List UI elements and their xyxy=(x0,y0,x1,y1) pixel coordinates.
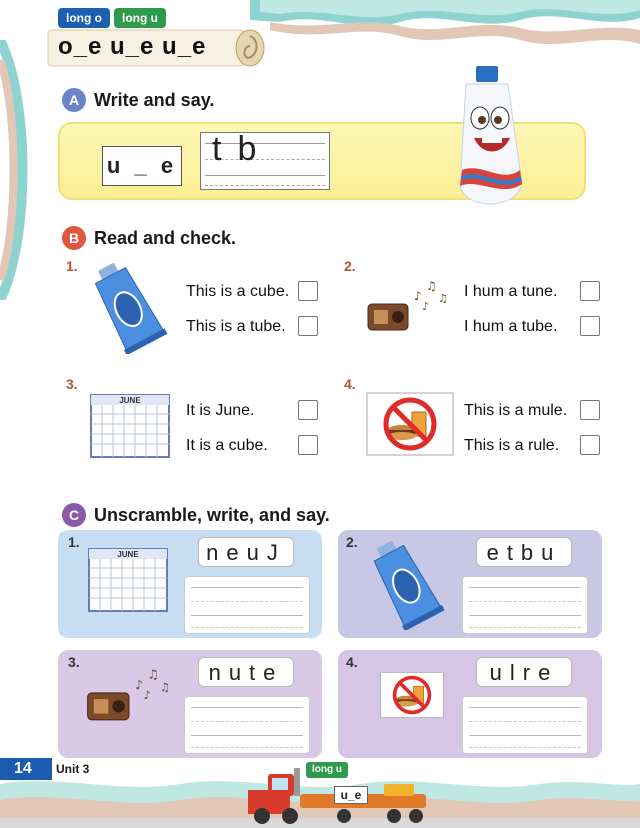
svg-text:♫: ♫ xyxy=(147,666,159,682)
svg-text:♫: ♫ xyxy=(426,279,437,293)
section-c-badge: C xyxy=(62,503,86,527)
checkbox[interactable] xyxy=(298,316,318,336)
checkbox[interactable] xyxy=(580,400,600,420)
option-text: This is a rule. xyxy=(464,437,560,454)
section-a-title-text: Write and say. xyxy=(94,89,215,110)
checkbox[interactable] xyxy=(580,281,600,301)
c-item-number: 4. xyxy=(346,654,358,670)
svg-text:♪: ♪ xyxy=(422,300,430,313)
answer-writing-lines[interactable] xyxy=(184,576,310,634)
answer-writing-lines[interactable] xyxy=(462,696,588,754)
long-u-tag: long u xyxy=(114,8,166,28)
b-item-number: 1. xyxy=(66,258,78,274)
c-item-number: 3. xyxy=(68,654,80,670)
section-b-title xyxy=(62,226,236,250)
toothpaste-mascot-icon xyxy=(452,66,534,216)
checkbox[interactable] xyxy=(580,316,600,336)
option-text: It is a cube. xyxy=(186,437,268,454)
option-text: This is a tube. xyxy=(186,318,286,335)
svg-text:♪: ♪ xyxy=(135,676,144,692)
section-b-badge: B xyxy=(62,226,86,250)
section-a-title xyxy=(62,88,214,112)
calendar-icon xyxy=(90,394,170,458)
option-text: I hum a tune. xyxy=(464,283,558,300)
checkbox[interactable] xyxy=(580,435,600,455)
svg-text:♪: ♪ xyxy=(414,289,422,303)
calendar-icon xyxy=(88,548,168,612)
tube-icon xyxy=(88,258,172,354)
b-item-number: 2. xyxy=(344,258,356,274)
answer-writing-lines[interactable] xyxy=(184,696,310,754)
pattern-card: u _ e xyxy=(102,146,182,186)
svg-text:♪: ♪ xyxy=(143,688,151,703)
scrambled-word: etbu xyxy=(476,537,572,567)
c-item-number: 2. xyxy=(346,534,358,550)
section-c-title xyxy=(62,503,330,527)
calendar-month: JUNE xyxy=(119,396,141,405)
no-food-sign-icon xyxy=(366,392,454,456)
option-text: This is a mule. xyxy=(464,402,568,419)
calendar-month: JUNE xyxy=(117,550,139,559)
c-item-number: 1. xyxy=(68,534,80,550)
b-item-number: 4. xyxy=(344,376,356,392)
no-food-sign-icon xyxy=(380,666,444,724)
written-letters: tb xyxy=(212,130,273,168)
footer-pattern-card: u_e xyxy=(334,786,368,804)
option-text: This is a cube. xyxy=(186,283,290,300)
radio-music-icon xyxy=(364,276,454,336)
checkbox[interactable] xyxy=(298,435,318,455)
unit-label: Unit 3 xyxy=(56,762,90,776)
left-arc-decoration xyxy=(0,40,40,300)
long-o-tag: long o xyxy=(58,8,110,28)
svg-text:♫: ♫ xyxy=(159,679,171,694)
svg-text:♫: ♫ xyxy=(438,292,448,305)
section-a-badge: A xyxy=(62,88,86,112)
page-number: 14 xyxy=(0,758,52,780)
option-text: It is June. xyxy=(186,402,255,419)
option-text: I hum a tube. xyxy=(464,318,558,335)
page-title: o_e u_e u_e xyxy=(58,33,207,60)
section-c-title-text: Unscramble, write, and say. xyxy=(94,504,330,525)
checkbox[interactable] xyxy=(298,281,318,301)
scrambled-word: nute xyxy=(198,657,294,687)
tube-icon xyxy=(366,536,450,630)
radio-music-icon xyxy=(82,664,178,726)
b-item-number: 3. xyxy=(66,376,78,392)
scrambled-word: ulre xyxy=(476,657,572,687)
checkbox[interactable] xyxy=(298,400,318,420)
scrambled-word: neuJ xyxy=(198,537,294,567)
section-b-title-text: Read and check. xyxy=(94,227,237,248)
footer-long-u-tag: long u xyxy=(306,762,348,778)
answer-writing-lines[interactable] xyxy=(462,576,588,634)
